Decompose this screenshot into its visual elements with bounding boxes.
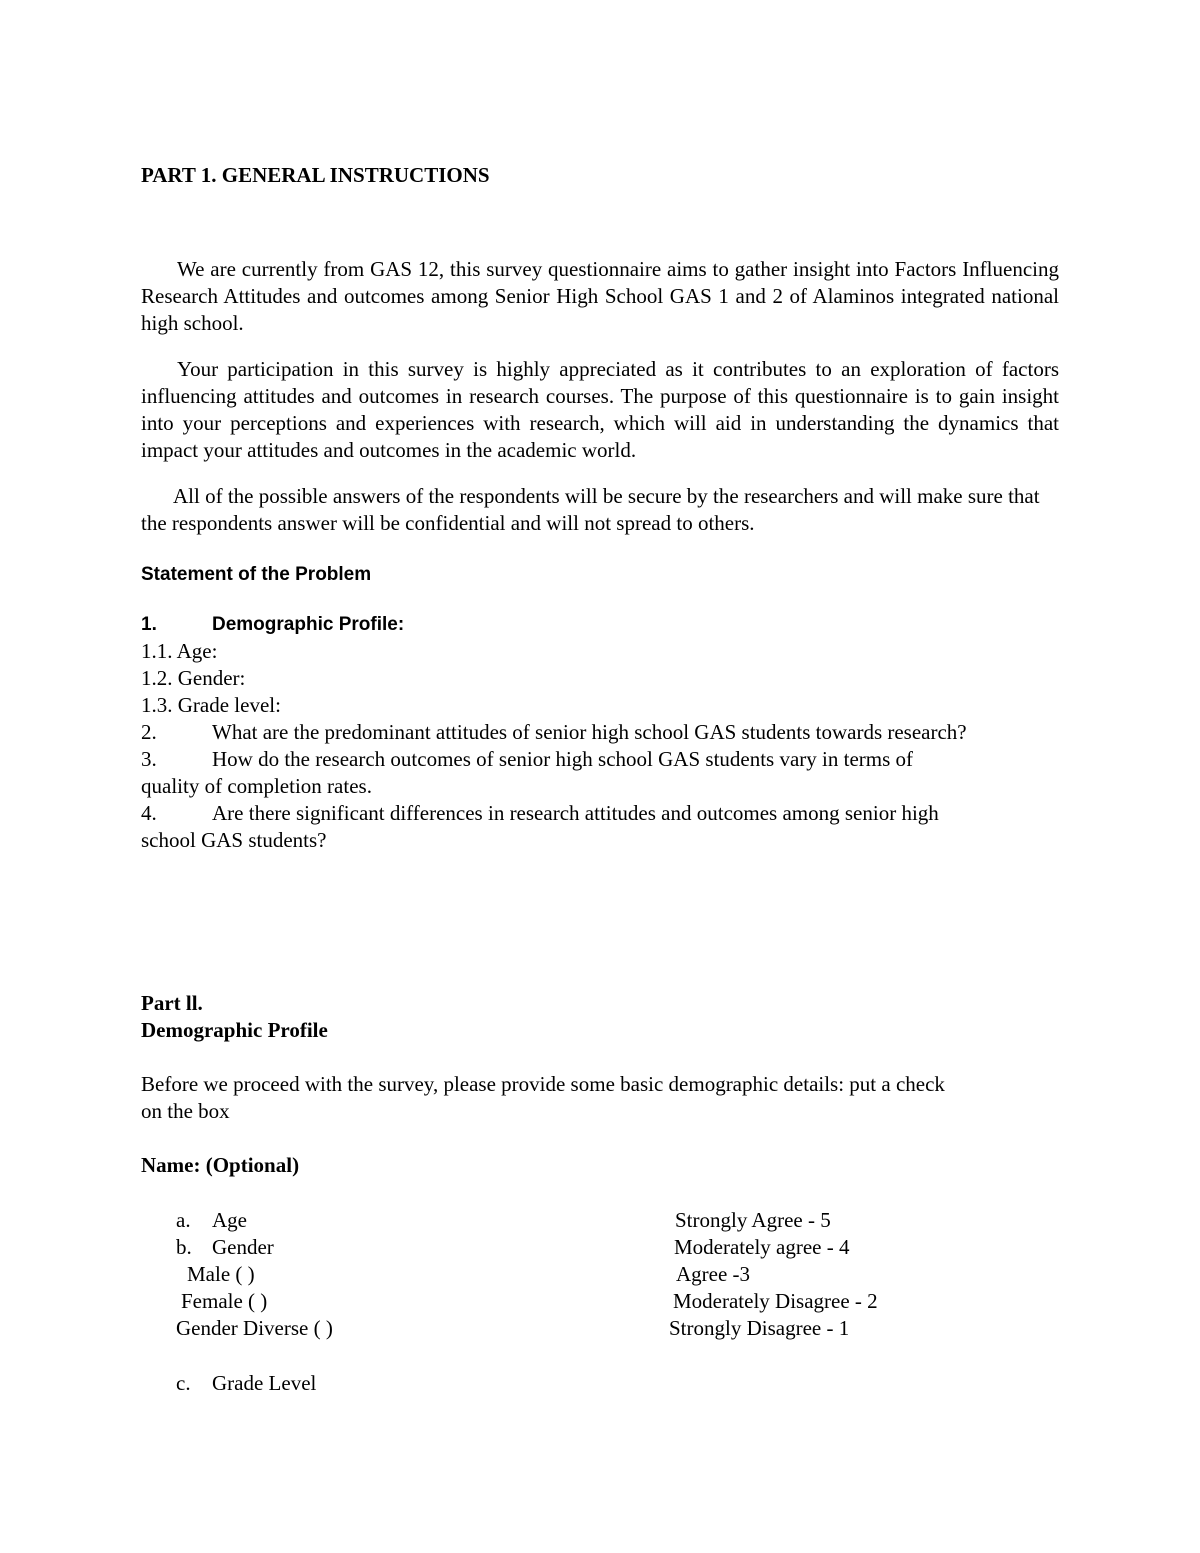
gender-letter: b. — [176, 1235, 192, 1259]
q3-text: How do the research outcomes of senior high school GAS students vary in terms of — [212, 747, 914, 771]
problem-heading: Statement of the Problem — [141, 564, 372, 585]
part2-instruction-line1: Before we proceed with the survey, please provide some basic demographic details: put a check — [141, 1072, 945, 1096]
q3-number: 3. — [141, 747, 157, 771]
intro-paragraph: We are currently from GAS 12, this survey questionnaire aims to gather insight into Factors Influencing Research Attitudes and outcomes among Senior High School GAS 1 and 2 of Alaminos integrated national high school. — [141, 257, 1059, 335]
sub-item-grade-level: 1.3. Grade level: — [141, 693, 281, 717]
gender-option-male[interactable]: Male ( ) — [187, 1262, 255, 1286]
confidentiality-paragraph: All of the possible answers of the respondents will be secure by the researchers and will make sure that the respondents answer will be confidential and will not spread to others. — [141, 484, 1040, 535]
q2-number: 2. — [141, 720, 157, 744]
grade-level-label: Grade Level — [212, 1371, 317, 1395]
part2-heading: Part ll. — [141, 991, 203, 1015]
q4-number: 4. — [141, 801, 157, 825]
gender-label: Gender — [212, 1235, 274, 1259]
part2-instruction-line2: on the box — [141, 1099, 230, 1123]
scale-strongly-agree: Strongly Agree - 5 — [675, 1208, 831, 1232]
gender-option-female[interactable]: Female ( ) — [181, 1289, 268, 1313]
age-letter: a. — [176, 1208, 191, 1232]
sub-item-gender: 1.2. Gender: — [141, 666, 246, 690]
demographic-profile-label: Demographic Profile: — [212, 614, 405, 635]
sub-item-age: 1.1. Age: — [141, 639, 218, 663]
item1-number: 1. — [141, 614, 157, 635]
name-optional-label: Name: (Optional) — [141, 1153, 300, 1177]
gender-option-diverse[interactable]: Gender Diverse ( ) — [176, 1316, 333, 1340]
q4-continuation: school GAS students? — [141, 828, 327, 852]
participation-paragraph: Your participation in this survey is highly appreciated as it contributes to an exploration of factors influencing attitudes and outcomes in research courses. The purpose of this questionnaire is to gain insight into your perceptions and experiences with research, which will aid in understanding the dynamics that impact your attitudes and outcomes in the academic world. — [141, 357, 1059, 462]
q4-text: Are there significant differences in research attitudes and outcomes among senior high — [212, 801, 939, 825]
scale-moderately-disagree: Moderately Disagree - 2 — [673, 1289, 878, 1313]
scale-strongly-disagree: Strongly Disagree - 1 — [669, 1316, 850, 1340]
part1-heading: PART 1. GENERAL INSTRUCTIONS — [141, 163, 490, 187]
age-label: Age — [212, 1208, 247, 1232]
q3-continuation: quality of completion rates. — [141, 774, 372, 798]
scale-moderately-agree: Moderately agree - 4 — [674, 1235, 850, 1259]
grade-letter: c. — [176, 1371, 191, 1395]
part2-subheading: Demographic Profile — [141, 1018, 328, 1042]
q2-text: What are the predominant attitudes of senior high school GAS students towards research? — [212, 720, 967, 744]
scale-agree: Agree -3 — [676, 1262, 751, 1286]
